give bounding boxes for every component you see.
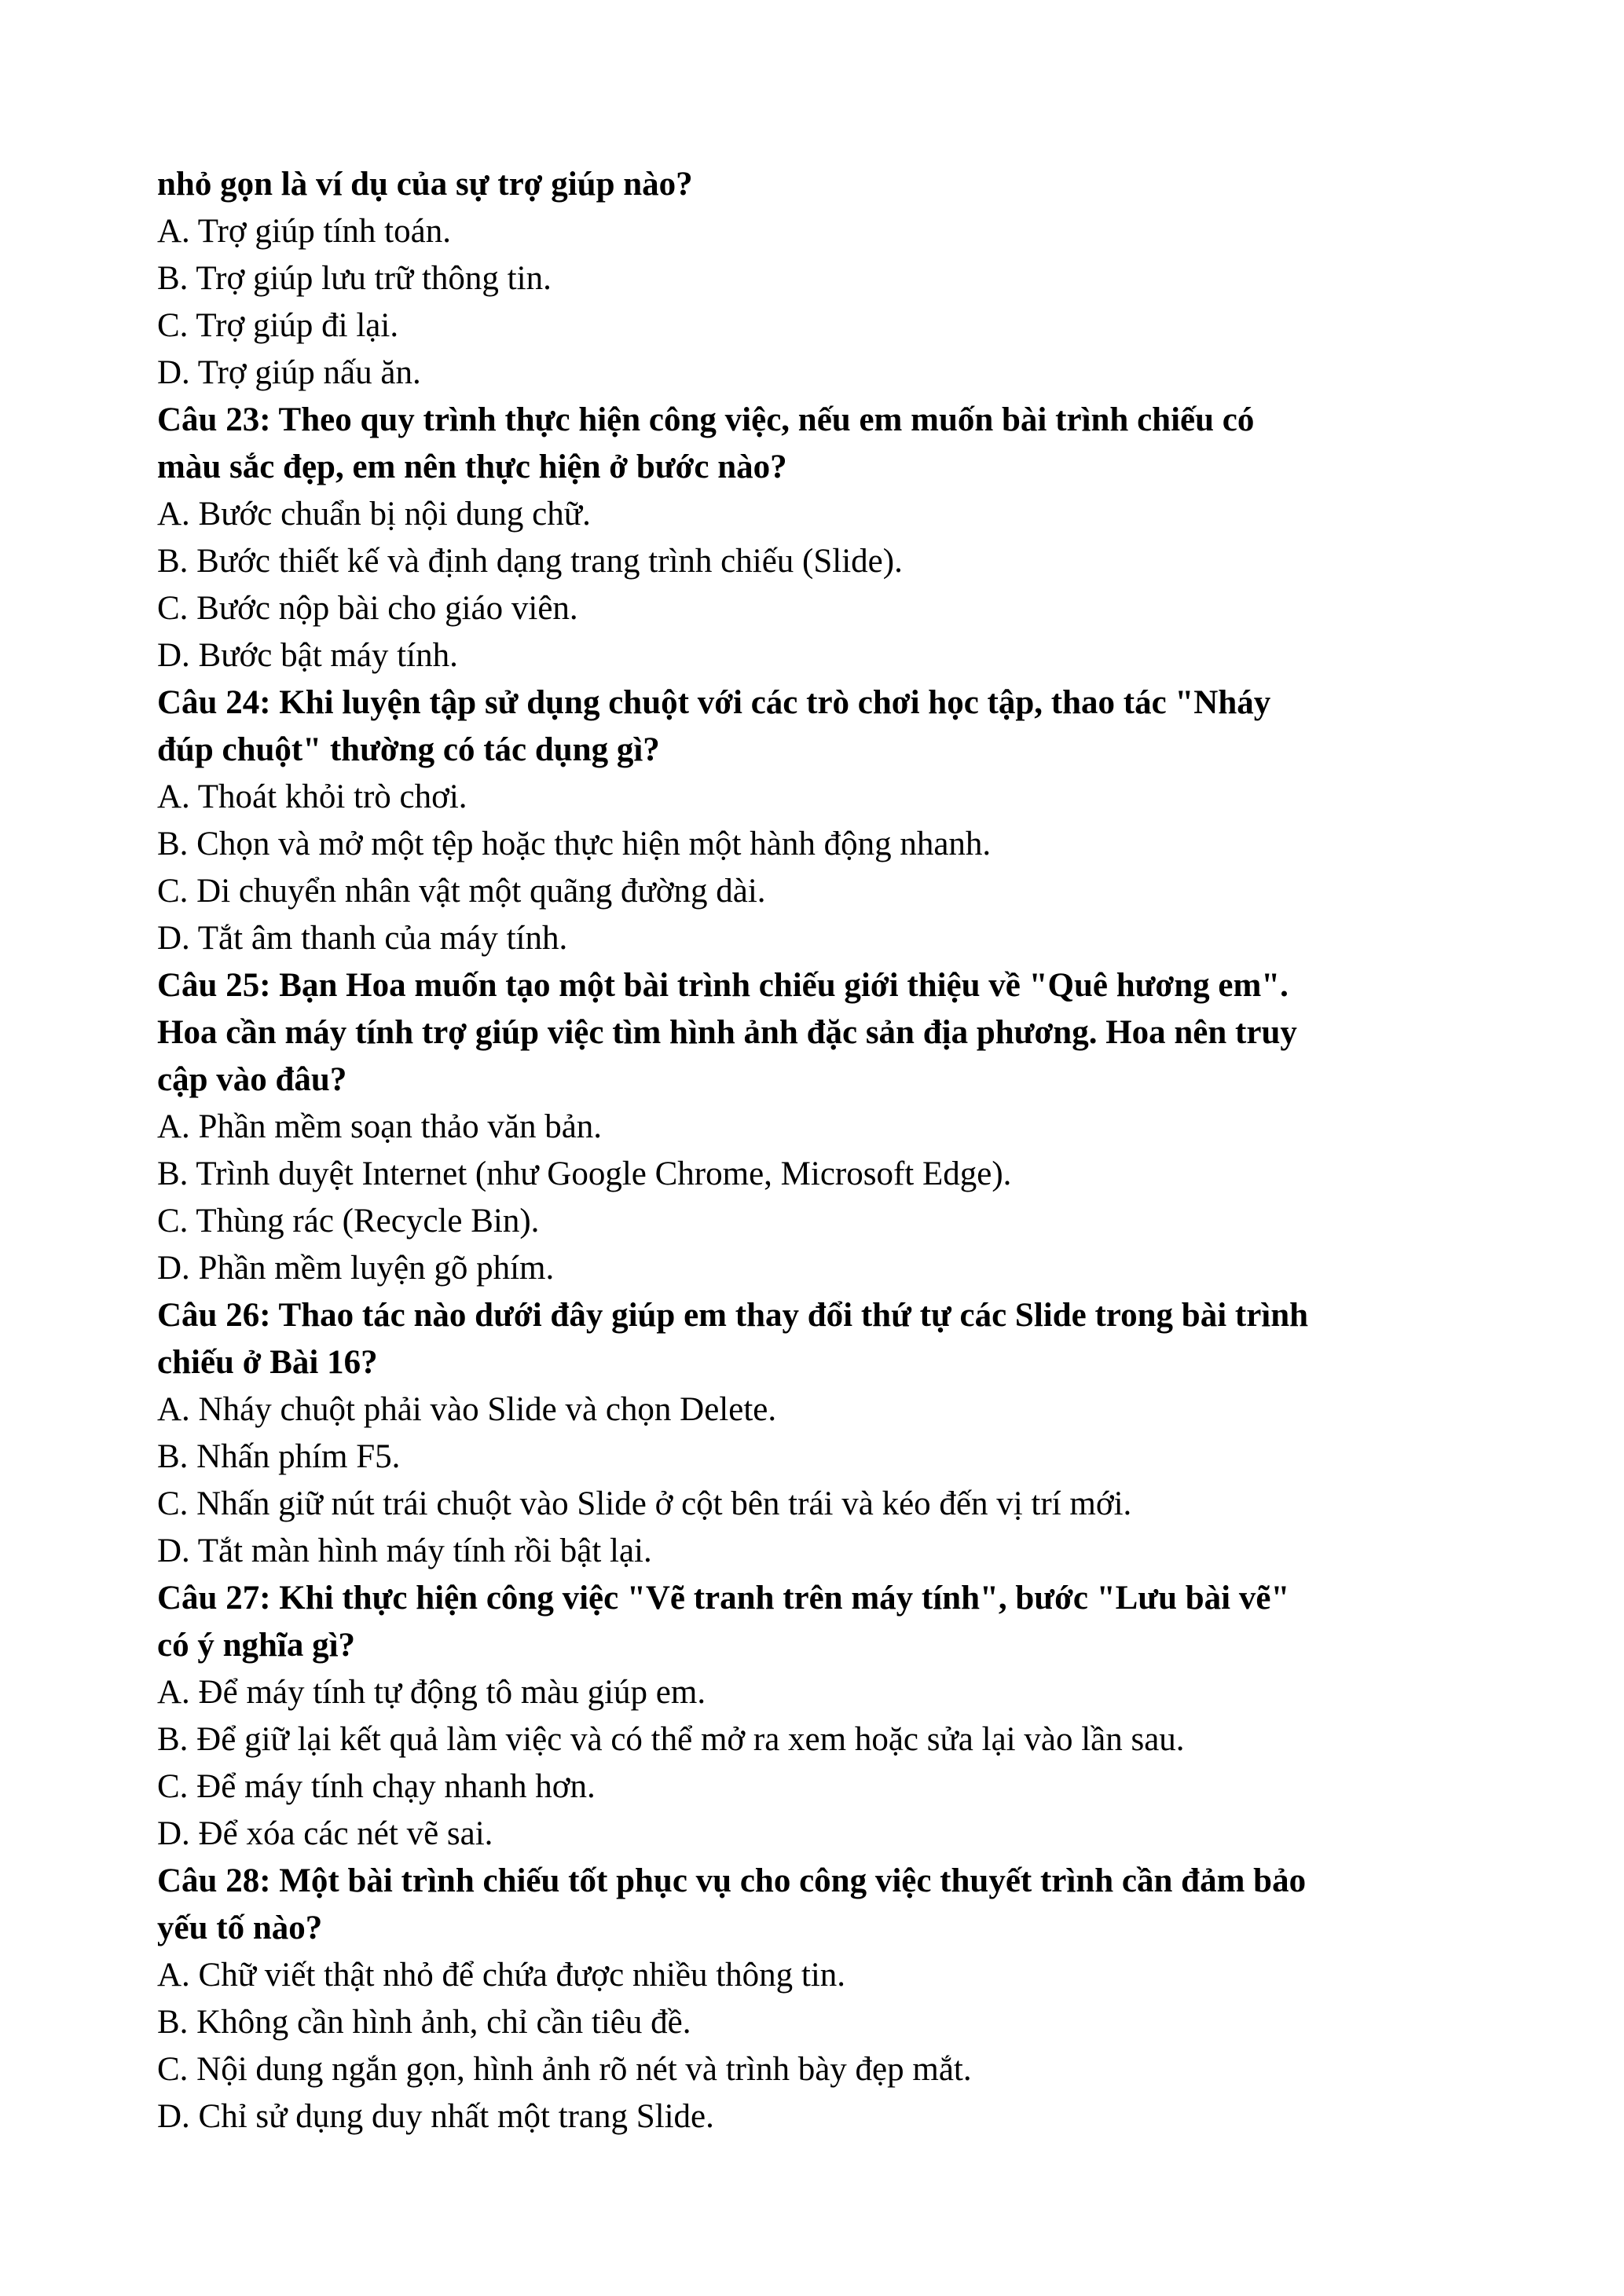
answer-option: C. Để máy tính chạy nhanh hơn. xyxy=(157,1768,596,1805)
question-title-line: có ý nghĩa gì? xyxy=(157,1627,356,1664)
question-27 xyxy=(157,1575,1577,1858)
question-26 xyxy=(157,1292,1577,1575)
answer-option: C. Bước nộp bài cho giáo viên. xyxy=(157,590,578,627)
question-title-line: nhỏ gọn là ví dụ của sự trợ giúp nào? xyxy=(157,166,693,203)
question-title-line: Câu 25: Bạn Hoa muốn tạo một bài trình chiếu giới thiệu về "Quê hương em". xyxy=(157,967,1289,1004)
answer-option: A. Bước chuẩn bị nội dung chữ. xyxy=(157,496,591,533)
answer-option: A. Thoát khỏi trò chơi. xyxy=(157,778,467,815)
question-title-line: Câu 24: Khi luyện tập sử dụng chuột với các trò chơi học tập, thao tác "Nháy xyxy=(157,684,1271,721)
question-title-line: màu sắc đẹp, em nên thực hiện ở bước nào? xyxy=(157,449,787,485)
answer-option: C. Nội dung ngắn gọn, hình ảnh rõ nét và trình bày đẹp mắt. xyxy=(157,2051,972,2088)
answer-option: D. Chỉ sử dụng duy nhất một trang Slide. xyxy=(157,2098,714,2135)
answer-option: A. Chữ viết thật nhỏ để chứa được nhiều thông tin. xyxy=(157,1957,846,1994)
question-23 xyxy=(157,397,1577,679)
question-title-line: Câu 23: Theo quy trình thực hiện công việc, nếu em muốn bài trình chiếu có xyxy=(157,401,1255,438)
question-title-line: Hoa cần máy tính trợ giúp việc tìm hình ảnh đặc sản địa phương. Hoa nên truy xyxy=(157,1014,1297,1051)
answer-option: B. Nhấn phím F5. xyxy=(157,1438,401,1475)
answer-option: B. Chọn và mở một tệp hoặc thực hiện một hành động nhanh. xyxy=(157,826,992,862)
answer-option: A. Nháy chuột phải vào Slide và chọn Delete. xyxy=(157,1391,777,1428)
question-title-line: chiếu ở Bài 16? xyxy=(157,1344,378,1381)
answer-option: C. Di chuyển nhân vật một quãng đường dài. xyxy=(157,873,766,910)
answer-option: C. Thùng rác (Recycle Bin). xyxy=(157,1203,540,1240)
answer-option: A. Trợ giúp tính toán. xyxy=(157,213,451,250)
answer-option: B. Để giữ lại kết quả làm việc và có thể mở ra xem hoặc sửa lại vào lần sau. xyxy=(157,1721,1185,1758)
answer-option: D. Bước bật máy tính. xyxy=(157,637,458,674)
question-28 xyxy=(157,1858,1577,2140)
question-25 xyxy=(157,962,1577,1292)
question-24 xyxy=(157,679,1577,962)
answer-option: D. Tắt màn hình máy tính rồi bật lại. xyxy=(157,1532,652,1569)
answer-option: B. Bước thiết kế và định dạng trang trình chiếu (Slide). xyxy=(157,543,903,580)
answer-option: D. Phần mềm luyện gõ phím. xyxy=(157,1250,555,1287)
answer-option: C. Nhấn giữ nút trái chuột vào Slide ở cột bên trái và kéo đến vị trí mới. xyxy=(157,1485,1132,1522)
question-title-line: yếu tố nào? xyxy=(157,1910,323,1946)
answer-option: D. Tắt âm thanh của máy tính. xyxy=(157,920,568,957)
answer-option: B. Trình duyệt Internet (như Google Chrome, Microsoft Edge). xyxy=(157,1155,1012,1192)
question-title-line: cập vào đâu? xyxy=(157,1061,347,1098)
question-list xyxy=(157,161,1577,2140)
question-title-line: Câu 28: Một bài trình chiếu tốt phục vụ cho công việc thuyết trình cần đảm bảo xyxy=(157,1862,1307,1899)
answer-option: B. Trợ giúp lưu trữ thông tin. xyxy=(157,260,552,297)
question-title-line: Câu 27: Khi thực hiện công việc "Vẽ tranh trên máy tính", bước "Lưu bài vẽ" xyxy=(157,1580,1290,1617)
answer-option: D. Để xóa các nét vẽ sai. xyxy=(157,1815,493,1852)
answer-option: D. Trợ giúp nấu ăn. xyxy=(157,354,421,391)
answer-option: A. Để máy tính tự động tô màu giúp em. xyxy=(157,1674,706,1711)
answer-option: C. Trợ giúp đi lại. xyxy=(157,307,399,344)
question-22-continuation xyxy=(157,161,1577,397)
question-title-line: Câu 26: Thao tác nào dưới đây giúp em thay đổi thứ tự các Slide trong bài trình xyxy=(157,1297,1309,1334)
question-title-line: đúp chuột" thường có tác dụng gì? xyxy=(157,731,660,768)
answer-option: B. Không cần hình ảnh, chỉ cần tiêu đề. xyxy=(157,2004,691,2041)
answer-option: A. Phần mềm soạn thảo văn bản. xyxy=(157,1108,603,1145)
